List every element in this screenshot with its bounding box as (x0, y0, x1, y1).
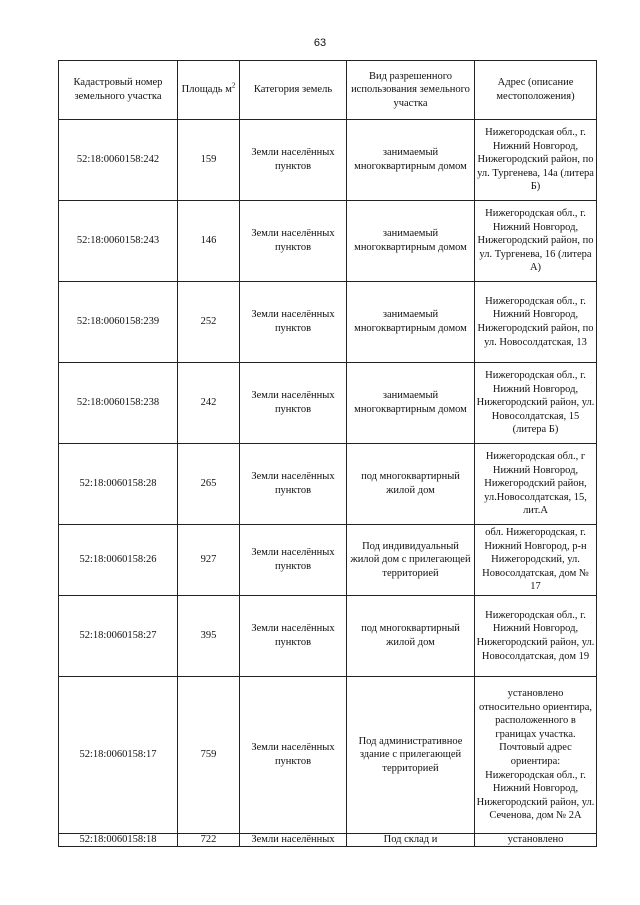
table-row (59, 120, 597, 201)
table-row (59, 596, 597, 677)
cell-area: 265 (178, 444, 240, 525)
cell-address: Нижегородская обл., г. Нижний Новгород, Нижегородский район, по ул. Тургенева, 16 (литера А) (475, 201, 597, 282)
cell-usage: Под административное здание с прилегающей территорией (347, 677, 475, 834)
header-usage: Вид разрешенного использования земельного участка (347, 61, 475, 120)
cell-area: 759 (178, 677, 240, 834)
cell-usage: под многоквартирный жилой дом (347, 444, 475, 525)
cell-category: Земли населённых пунктов (240, 120, 347, 201)
table-row-truncated (59, 834, 597, 847)
cell-category: Земли населённых пунктов (240, 282, 347, 363)
header-cadastral: Кадастровый номер земельного участка (59, 61, 178, 120)
cell-usage: занимаемый многоквартирным домом (347, 363, 475, 444)
cell-cadastral: 52:18:0060158:239 (59, 282, 178, 363)
cell-address: Нижегородская обл., г. Нижний Новгород, Нижегородский район, по ул. Новосолдатская, 13 (475, 282, 597, 363)
cell-address: Нижегородская обл., г. Нижний Новгород, Нижегородский район, ул. Новосолдатская, дом 19 (475, 596, 597, 677)
cell-area: 395 (178, 596, 240, 677)
cell-address: Нижегородская обл., г. Нижний Новгород, Нижегородский район, по ул. Тургенева, 14а (литера Б) (475, 120, 597, 201)
cell-cadastral: 52:18:0060158:18 (59, 834, 178, 847)
cell-address: обл. Нижегородская, г. Нижний Новгород, р-н Нижегородский, ул. Новосолдатская, дом № 17 (475, 525, 597, 596)
table-header (59, 61, 597, 120)
cell-area: 242 (178, 363, 240, 444)
cell-cadastral: 52:18:0060158:238 (59, 363, 178, 444)
cell-usage: Под склад и (347, 834, 475, 847)
cell-cadastral: 52:18:0060158:27 (59, 596, 178, 677)
cell-category: Земли населённых пунктов (240, 363, 347, 444)
header-address: Адрес (описание местоположения) (475, 61, 597, 120)
header-area-label: Площадь м (181, 84, 232, 96)
cell-address: Нижегородская обл., г. Нижний Новгород, Нижегородский район, ул. Новосолдатская, 15 (литера Б) (475, 363, 597, 444)
table-row (59, 444, 597, 525)
cell-cadastral: 52:18:0060158:243 (59, 201, 178, 282)
cell-category: Земли населённых пунктов (240, 677, 347, 834)
cell-category: Земли населённых пунктов (240, 444, 347, 525)
cell-category: Земли населённых пунктов (240, 201, 347, 282)
table-row (59, 282, 597, 363)
cell-usage: под многоквартирный жилой дом (347, 596, 475, 677)
cell-area: 252 (178, 282, 240, 363)
cell-area: 146 (178, 201, 240, 282)
cell-category: Земли населённых пунктов (240, 525, 347, 596)
header-category: Категория земель (240, 61, 347, 120)
header-area (178, 61, 240, 120)
table-row (59, 201, 597, 282)
cell-address: установлено относительно ориентира, расположенного в границах участка. Почтовый адрес ориентира: Нижегородская обл., г. Нижний Новгород, Нижегородский район, ул. Сеченова, дом № 2А (475, 677, 597, 834)
cell-usage: занимаемый многоквартирным домом (347, 282, 475, 363)
page-number: 63 (313, 37, 327, 49)
cell-cadastral: 52:18:0060158:17 (59, 677, 178, 834)
cell-cadastral: 52:18:0060158:26 (59, 525, 178, 596)
cell-usage: занимаемый многоквартирным домом (347, 120, 475, 201)
cell-usage: Под индивидуальный жилой дом с прилегающей территорией (347, 525, 475, 596)
cell-cadastral: 52:18:0060158:28 (59, 444, 178, 525)
table-row (59, 363, 597, 444)
cell-area: 927 (178, 525, 240, 596)
table-row (59, 525, 597, 596)
cell-category: Земли населённых пунктов (240, 596, 347, 677)
cell-usage: занимаемый многоквартирным домом (347, 201, 475, 282)
cell-address: Нижегородская обл., г Нижний Новгород, Нижегородский район, ул.Новосолдатская, 15, лит.А (475, 444, 597, 525)
cell-area: 722 (178, 834, 240, 847)
table-row (59, 677, 597, 834)
cell-area: 159 (178, 120, 240, 201)
header-area-sup: 2 (231, 81, 236, 90)
land-plots-table (58, 60, 597, 847)
cell-cadastral: 52:18:0060158:242 (59, 120, 178, 201)
cell-address: установлено (475, 834, 597, 847)
table-body (59, 120, 597, 847)
cell-category: Земли населённых (240, 834, 347, 847)
